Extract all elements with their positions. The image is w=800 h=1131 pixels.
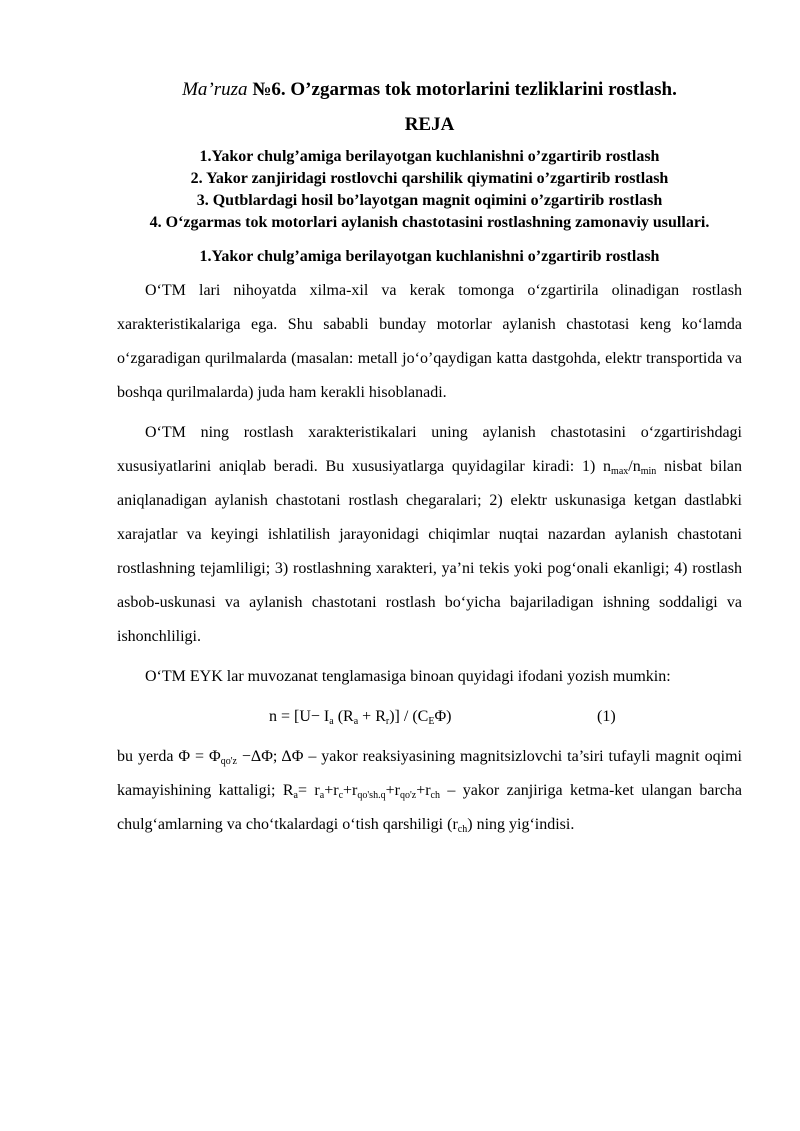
formula-number: (1) [597, 708, 616, 725]
lecture-title-text: №6. O’zgarmas tok motorlarini tezliklarini rostlash. [247, 79, 677, 100]
paragraph-1: O‘TM lari nihoyatda xilma-xil va kerak tomonga o‘zgartirila olinadigan rostlash xarakteristikalariga ega. Shu sababli bunday motorlar aylanish chastotasi keng ko‘lamda o‘zgaradigan qurilmalarda (masalan: metall jo‘o’qaydigan katta dastgohda, elektr transportida va boshqa qurilmalarda) juda ham kerakli hisoblanadi. [117, 282, 742, 401]
formula-expression: $n = [U- I_a$ $(R_a + R_r)] / (C_E\Phi)$ [269, 708, 452, 727]
plan-item: 4. O‘zgarmas tok motorlari aylanish chastotasini rostlashning zamonaviy usullari. [149, 214, 710, 231]
paragraph-3: O‘TM EYK lar muvozanat tenglamasiga binoan quyidagi ifodani yozish mumkin: [145, 668, 671, 685]
formula-1 [117, 700, 742, 734]
paragraph-2: O‘TM ning rostlash xarakteristikalari uning aylanish chastotasini o‘zgartirishdagi xususiyatlarini aniqlab beradi. Bu xususiyatlarga quyidagilar kiradi: 1) $n_{max}/n_{min}$ nisbat bilan aniqlanadigan aylanish chastotani rostlash chegaralari; 2) elektr uskunasiga ketgan dastlabki xarajatlar va keyingi ishlatilish jarayonidagi chiqimlar nuqtai nazardan aylanish chastotani rostlashning tejamliligi; 3) rostlashning xarakteri, ya’ni tekis yoki pog‘onali ekanligi; 4) rostlash asbob-uskunasi va aylanish chastotani rostlash bo‘yicha bajariladigan ishning soddaligi va ishonchliligi. [117, 424, 742, 645]
plan-item: 2. Yakor zanjiridagi rostlovchi qarshilik qiymatini o’zgartirib rostlash [190, 170, 669, 187]
plan-item: 1.Yakor chulg’amiga berilayotgan kuchlanishni o’zgartirib rostlash [199, 148, 660, 165]
lecture-title [117, 76, 742, 104]
plan-heading: REJA [404, 114, 455, 135]
section-heading: 1.Yakor chulg’amiga berilayotgan kuchlanishni o’zgartirib rostlash [199, 248, 660, 265]
lecture-label: Ma’ruza [182, 79, 248, 100]
document-page [117, 76, 742, 842]
paragraph-4: bu yerda $\Phi = \Phi_{qo'z} -\Delta\Phi$; ΔΦ – yakor reaksiyasining magnitsizlovchi ta’siri tufayli magnit oqimi kamayishining kattaligi; $R_a= r_a+r_c+r_{qo'sh.q}+r_{qo'z}+r_{ch}$ – yakor zanjiriga ketma-ket ulangan barcha chulg‘amlarning va cho‘tkalardagi o‘tish qarshiligi $(r_{ch})$ ning yig‘indisi. [117, 748, 742, 835]
plan-list [117, 146, 742, 234]
plan-item: 3. Qutblardagi hosil bo’layotgan magnit oqimini o’zgartirib rostlash [196, 192, 663, 209]
